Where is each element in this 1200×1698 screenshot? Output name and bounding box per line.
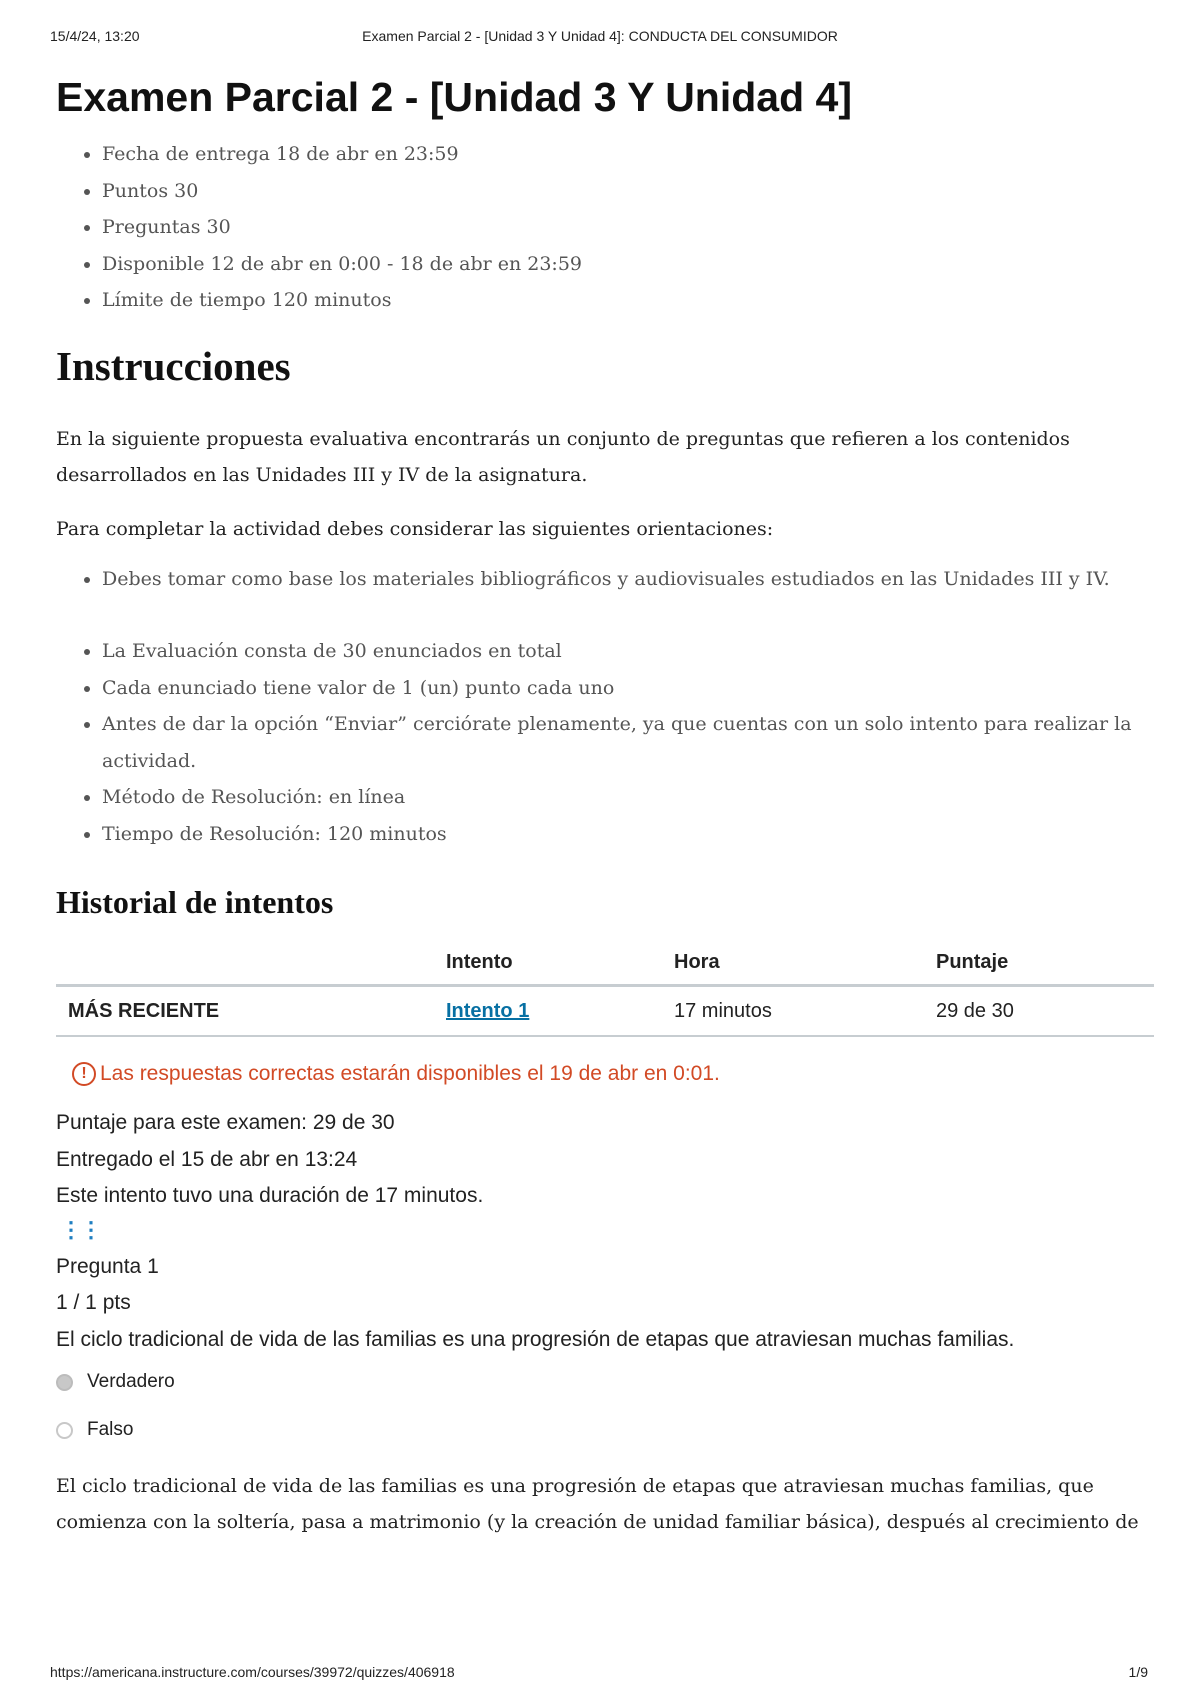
guideline-item: • Debes tomar como base los materiales bibliográficos y audiovisuales estudiados en las Unidades III y IV. <box>102 561 1148 598</box>
question-text: El ciclo tradicional de vida de las familias es una progresión de etapas que atraviesan muchas familias. <box>56 1327 1015 1351</box>
column-header-attempt: Intento <box>434 940 662 986</box>
question-block <box>56 1249 1148 1359</box>
warning-circle-icon: ! <box>72 1062 96 1086</box>
summary-submitted: Entregado el 15 de abr en 13:24 <box>56 1147 358 1171</box>
print-footer <box>0 1664 1200 1684</box>
question-label: Pregunta 1 <box>56 1254 159 1278</box>
attempt-history-heading: Historial de intentos <box>56 884 334 920</box>
print-url: https://americana.instructure.com/courses/39972/quizzes/406918 <box>50 1664 455 1680</box>
time-cell: 17 minutos <box>662 986 924 1037</box>
attempt-link[interactable]: Intento 1 <box>446 999 530 1022</box>
answer-label: Falso <box>87 1419 134 1440</box>
print-document-title: Examen Parcial 2 - [Unidad 3 Y Unidad 4]: CONDUCTA DEL CONSUMIDOR <box>362 28 838 44</box>
summary-duration: Este intento tuvo una duración de 17 minutos. <box>56 1184 484 1207</box>
column-header-empty <box>56 940 434 986</box>
drag-handle-icon[interactable]: ⋮⋮ <box>60 1216 100 1242</box>
due-date-detail: • Fecha de entrega 18 de abr en 23:59 <box>102 136 1148 173</box>
points-detail: • Puntos 30 <box>102 173 1148 210</box>
guidelines-list-a <box>56 561 1148 598</box>
availability-detail: • Disponible 12 de abr en 0:00 - 18 de abr en 23:59 <box>102 246 1148 283</box>
answers-availability-notice <box>72 1059 1148 1089</box>
guideline-item: • La Evaluación consta de 30 enunciados en total <box>102 633 1148 670</box>
score-cell: 29 de 30 <box>924 986 1154 1037</box>
instructions-heading: Instrucciones <box>56 342 291 389</box>
column-header-time: Hora <box>662 940 924 986</box>
questions-detail: • Preguntas 30 <box>102 209 1148 246</box>
radio-selected-icon[interactable] <box>56 1374 73 1391</box>
answer-option-verdadero[interactable] <box>56 1364 1148 1400</box>
answer-option-falso[interactable] <box>56 1412 1148 1448</box>
radio-empty-icon[interactable] <box>56 1422 73 1439</box>
guidelines-list-b <box>56 633 1148 852</box>
print-header <box>0 28 1200 48</box>
guideline-item: • Tiempo de Resolución: 120 minutos <box>102 816 1148 853</box>
guideline-item: • Antes de dar la opción “Enviar” cerciórate plenamente, ya que cuentas con un solo intento para realizar la actividad. <box>102 706 1148 779</box>
quiz-details-list <box>56 136 1148 319</box>
guideline-item: • Cada enunciado tiene valor de 1 (un) punto cada uno <box>102 670 1148 707</box>
page-title: Examen Parcial 2 - [Unidad 3 Y Unidad 4] <box>56 74 852 120</box>
table-header-row <box>56 940 1154 986</box>
question-points: 1 / 1 pts <box>56 1291 131 1314</box>
answer-explanation: El ciclo tradicional de vida de las familias es una progresión de etapas que atraviesan muchas familias, que comienza con la soltería, pasa a matrimonio (y la creación de unidad familiar básica), después al crecimiento de <box>56 1475 1139 1533</box>
instructions-intro: En la siguiente propuesta evaluativa encontrarás un conjunto de preguntas que refieren a los contenidos desarrollados en las Unidades III y IV de la asignatura. <box>56 427 1070 486</box>
table-row <box>56 986 1154 1037</box>
attempt-history-table <box>56 940 1154 1037</box>
instructions-lead: Para completar la actividad debes considerar las siguientes orientaciones: <box>56 517 774 540</box>
quiz-content <box>56 72 1148 1559</box>
print-date: 15/4/24, 13:20 <box>50 28 140 44</box>
column-header-score: Puntaje <box>924 940 1154 986</box>
attempt-summary <box>56 1105 1148 1215</box>
attempt-cell <box>434 986 662 1037</box>
answer-label: Verdadero <box>87 1371 175 1392</box>
guideline-item: • Método de Resolución: en línea <box>102 779 1148 816</box>
row-label-most-recent: MÁS RECIENTE <box>56 986 434 1037</box>
time-limit-detail: • Límite de tiempo 120 minutos <box>102 282 1148 319</box>
notice-text: Las respuestas correctas estarán disponibles el 19 de abr en 0:01. <box>100 1062 720 1085</box>
summary-score: Puntaje para este examen: 29 de 30 <box>56 1111 395 1134</box>
page-number: 1/9 <box>1128 1664 1148 1680</box>
